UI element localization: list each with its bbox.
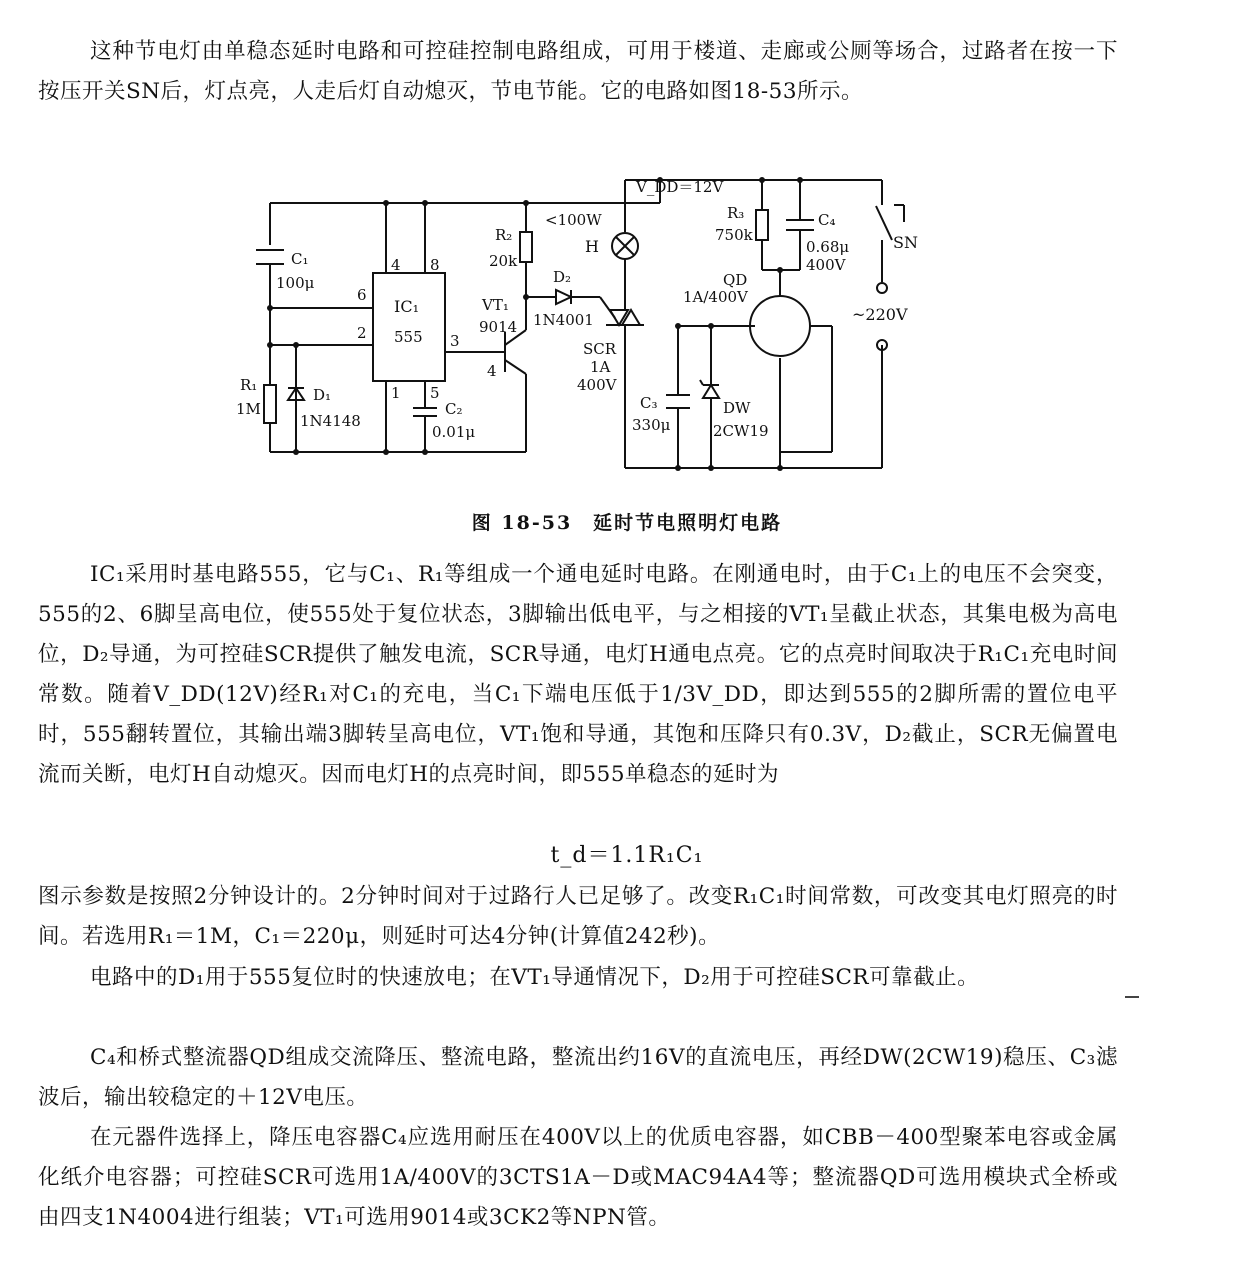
label-vt1-val: 9014: [479, 318, 518, 336]
label-pin3: 3: [450, 332, 460, 350]
body-paragraph-components: 在元器件选择上，降压电容器C₄应选用耐压在400V以上的优质电容器，如CBB－400型聚苯电容或金属化纸介电容器；可控硅SCR可选用1A/400V的3CTS1A－D或MAC94A4等；整流器QD可选用模块式全桥或由四支1N4004进行组装；VT₁可选用9014或3CK2等NPN管。: [38, 1125, 1118, 1230]
label-r2: R₂: [495, 226, 513, 244]
body-paragraph-ic1: IC₁采用时基电路555，它与C₁、R₁等组成一个通电延时电路。在刚通电时，由于C₁上的电压不会突变，555的2、6脚呈高电位，使555处于复位状态，3脚输出低电平，与之相接的VT₁呈截止状态，其集电极为高电位，D₂导通，为可控硅SCR提供了触发电流，SCR导通，电灯H通电点亮。它的点亮时间取决于R₁C₁充电时间常数。随着V_DD(12V)经R₁对C₁的充电，当C₁下端电压低于1/3V_DD，即达到555的2脚所需的置位电平时，555翻转置位，其输出端3脚转呈高电位，VT₁饱和导通，其饱和压降只有0.3V，D₂截止，SCR无偏置电流而关断，电灯H自动熄灭。因而电灯H的点亮时间，即555单稳态的延时为: [38, 562, 1118, 787]
label-pin6: 6: [357, 286, 367, 304]
label-vdd: V_DD＝12V: [636, 178, 724, 196]
label-pin2: 2: [357, 324, 367, 342]
label-power: <100W: [545, 211, 602, 229]
margin-mark: [1125, 996, 1139, 998]
label-scr-v: 400V: [577, 376, 617, 394]
label-c1: C₁: [291, 250, 309, 268]
label-pin5: 5: [430, 384, 440, 402]
label-lamp: H: [585, 237, 599, 256]
intro-paragraph: 这种节电灯由单稳态延时电路和可控硅控制电路组成，可用于楼道、走廊或公厕等场合，过路者在按一下按压开关SN后，灯点亮，人走后灯自动熄灭，节电节能。它的电路如图18-53所示。: [38, 39, 1118, 104]
label-c3: C₃: [640, 394, 658, 412]
label-c3-val: 330μ: [632, 416, 671, 434]
label-pin8: 8: [430, 256, 440, 274]
label-scr: SCR: [583, 340, 617, 358]
formula-td: t_d＝1.1R₁C₁: [550, 843, 704, 868]
label-qd-rating: 1A/400V: [683, 288, 748, 306]
label-c1-val: 100μ: [276, 274, 315, 292]
label-dw-val: 2CW19: [713, 422, 769, 440]
label-c2-val: 0.01μ: [432, 423, 476, 441]
label-dw: DW: [723, 399, 751, 417]
label-ac: ~220V: [852, 305, 908, 324]
body-paragraph-params: 图示参数是按照2分钟设计的。2分钟时间对于过路行人已足够了。改变R₁C₁时间常数，可改变其电灯照亮的时间。若选用R₁＝1M，C₁＝220μ，则延时可达4分钟(计算值242秒)。: [38, 884, 1118, 949]
label-ic1: IC₁: [394, 297, 419, 316]
label-r3: R₃: [727, 204, 745, 222]
label-d2: D₂: [553, 268, 572, 286]
label-d1-val: 1N4148: [300, 412, 361, 430]
label-vt1: VT₁: [482, 296, 509, 314]
label-r1-val: 1M: [236, 400, 261, 418]
label-r2-val: 20k: [489, 252, 518, 270]
label-c4-val: 0.68μ: [806, 238, 850, 256]
label-sn: SN: [893, 233, 918, 252]
label-d2-val: 1N4001: [533, 311, 594, 329]
label-pin4: 4: [391, 256, 401, 274]
body-paragraph-d1: 电路中的D₁用于555复位时的快速放电；在VT₁导通情况下，D₂用于可控硅SCR可靠截止。: [90, 965, 980, 990]
label-qd: QD: [723, 271, 748, 289]
label-r1: R₁: [240, 376, 258, 394]
label-c4: C₄: [818, 211, 836, 229]
label-pin-4-vt: 4: [487, 362, 497, 380]
circuit-diagram: [0, 0, 1254, 560]
body-paragraph-c4: C₄和桥式整流器QD组成交流降压、整流电路，整流出约16V的直流电压，再经DW(2CW19)稳压、C₃滤波后，输出较稳定的＋12V电压。: [38, 1045, 1118, 1110]
label-pin1: 1: [391, 384, 401, 402]
label-d1: D₁: [313, 386, 332, 404]
label-c2: C₂: [445, 400, 463, 418]
label-scr-i: 1A: [590, 358, 611, 376]
label-c4-v: 400V: [806, 256, 846, 274]
figure-caption: 图 18-53 延时节电照明灯电路: [471, 512, 783, 534]
label-ic1-val: 555: [394, 328, 423, 346]
label-r3-val: 750k: [715, 226, 753, 244]
